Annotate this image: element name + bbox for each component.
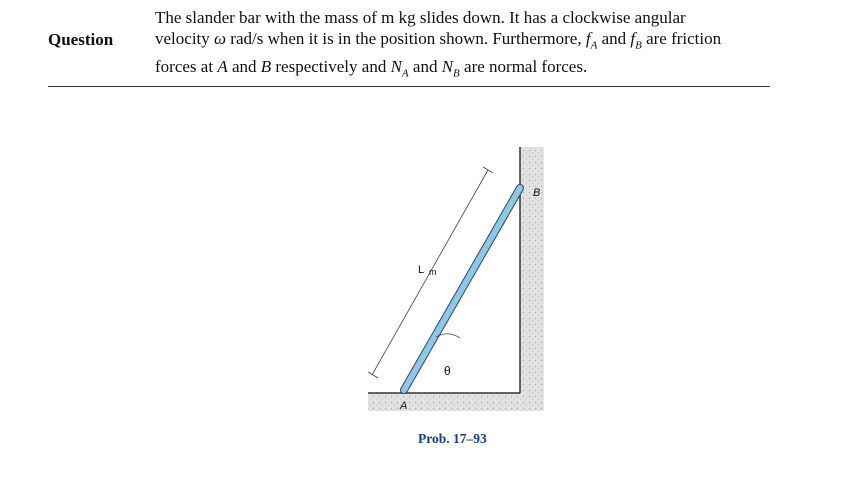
label-theta: θ bbox=[444, 364, 451, 378]
omega-symbol: ω bbox=[214, 29, 227, 48]
question-text bbox=[155, 7, 795, 85]
figure-caption: Prob. 17–93 bbox=[418, 431, 487, 446]
question-line-1: The slander bar with the mass of m kg slides down. It has a clockwise angular bbox=[155, 8, 686, 27]
dimension-tick-top bbox=[483, 167, 493, 173]
label-m: m bbox=[429, 267, 437, 277]
question-line-2: velocity ω rad/s when it is in the position shown. Furthermore, $f_A$ and $f_B$ are friction bbox=[155, 29, 722, 52]
ground-block bbox=[368, 393, 543, 411]
problem-figure bbox=[360, 125, 560, 425]
slender-bar bbox=[404, 188, 520, 390]
label-A: A bbox=[400, 400, 408, 412]
divider-line bbox=[48, 86, 770, 87]
label-B: B bbox=[533, 187, 541, 199]
bar-diagram bbox=[360, 125, 560, 425]
question-line-3: forces at A and B respectively and $N_A$ and $N_B$ are normal forces. bbox=[155, 57, 588, 80]
label-L: L bbox=[418, 264, 425, 276]
question-label: Question bbox=[48, 30, 114, 49]
